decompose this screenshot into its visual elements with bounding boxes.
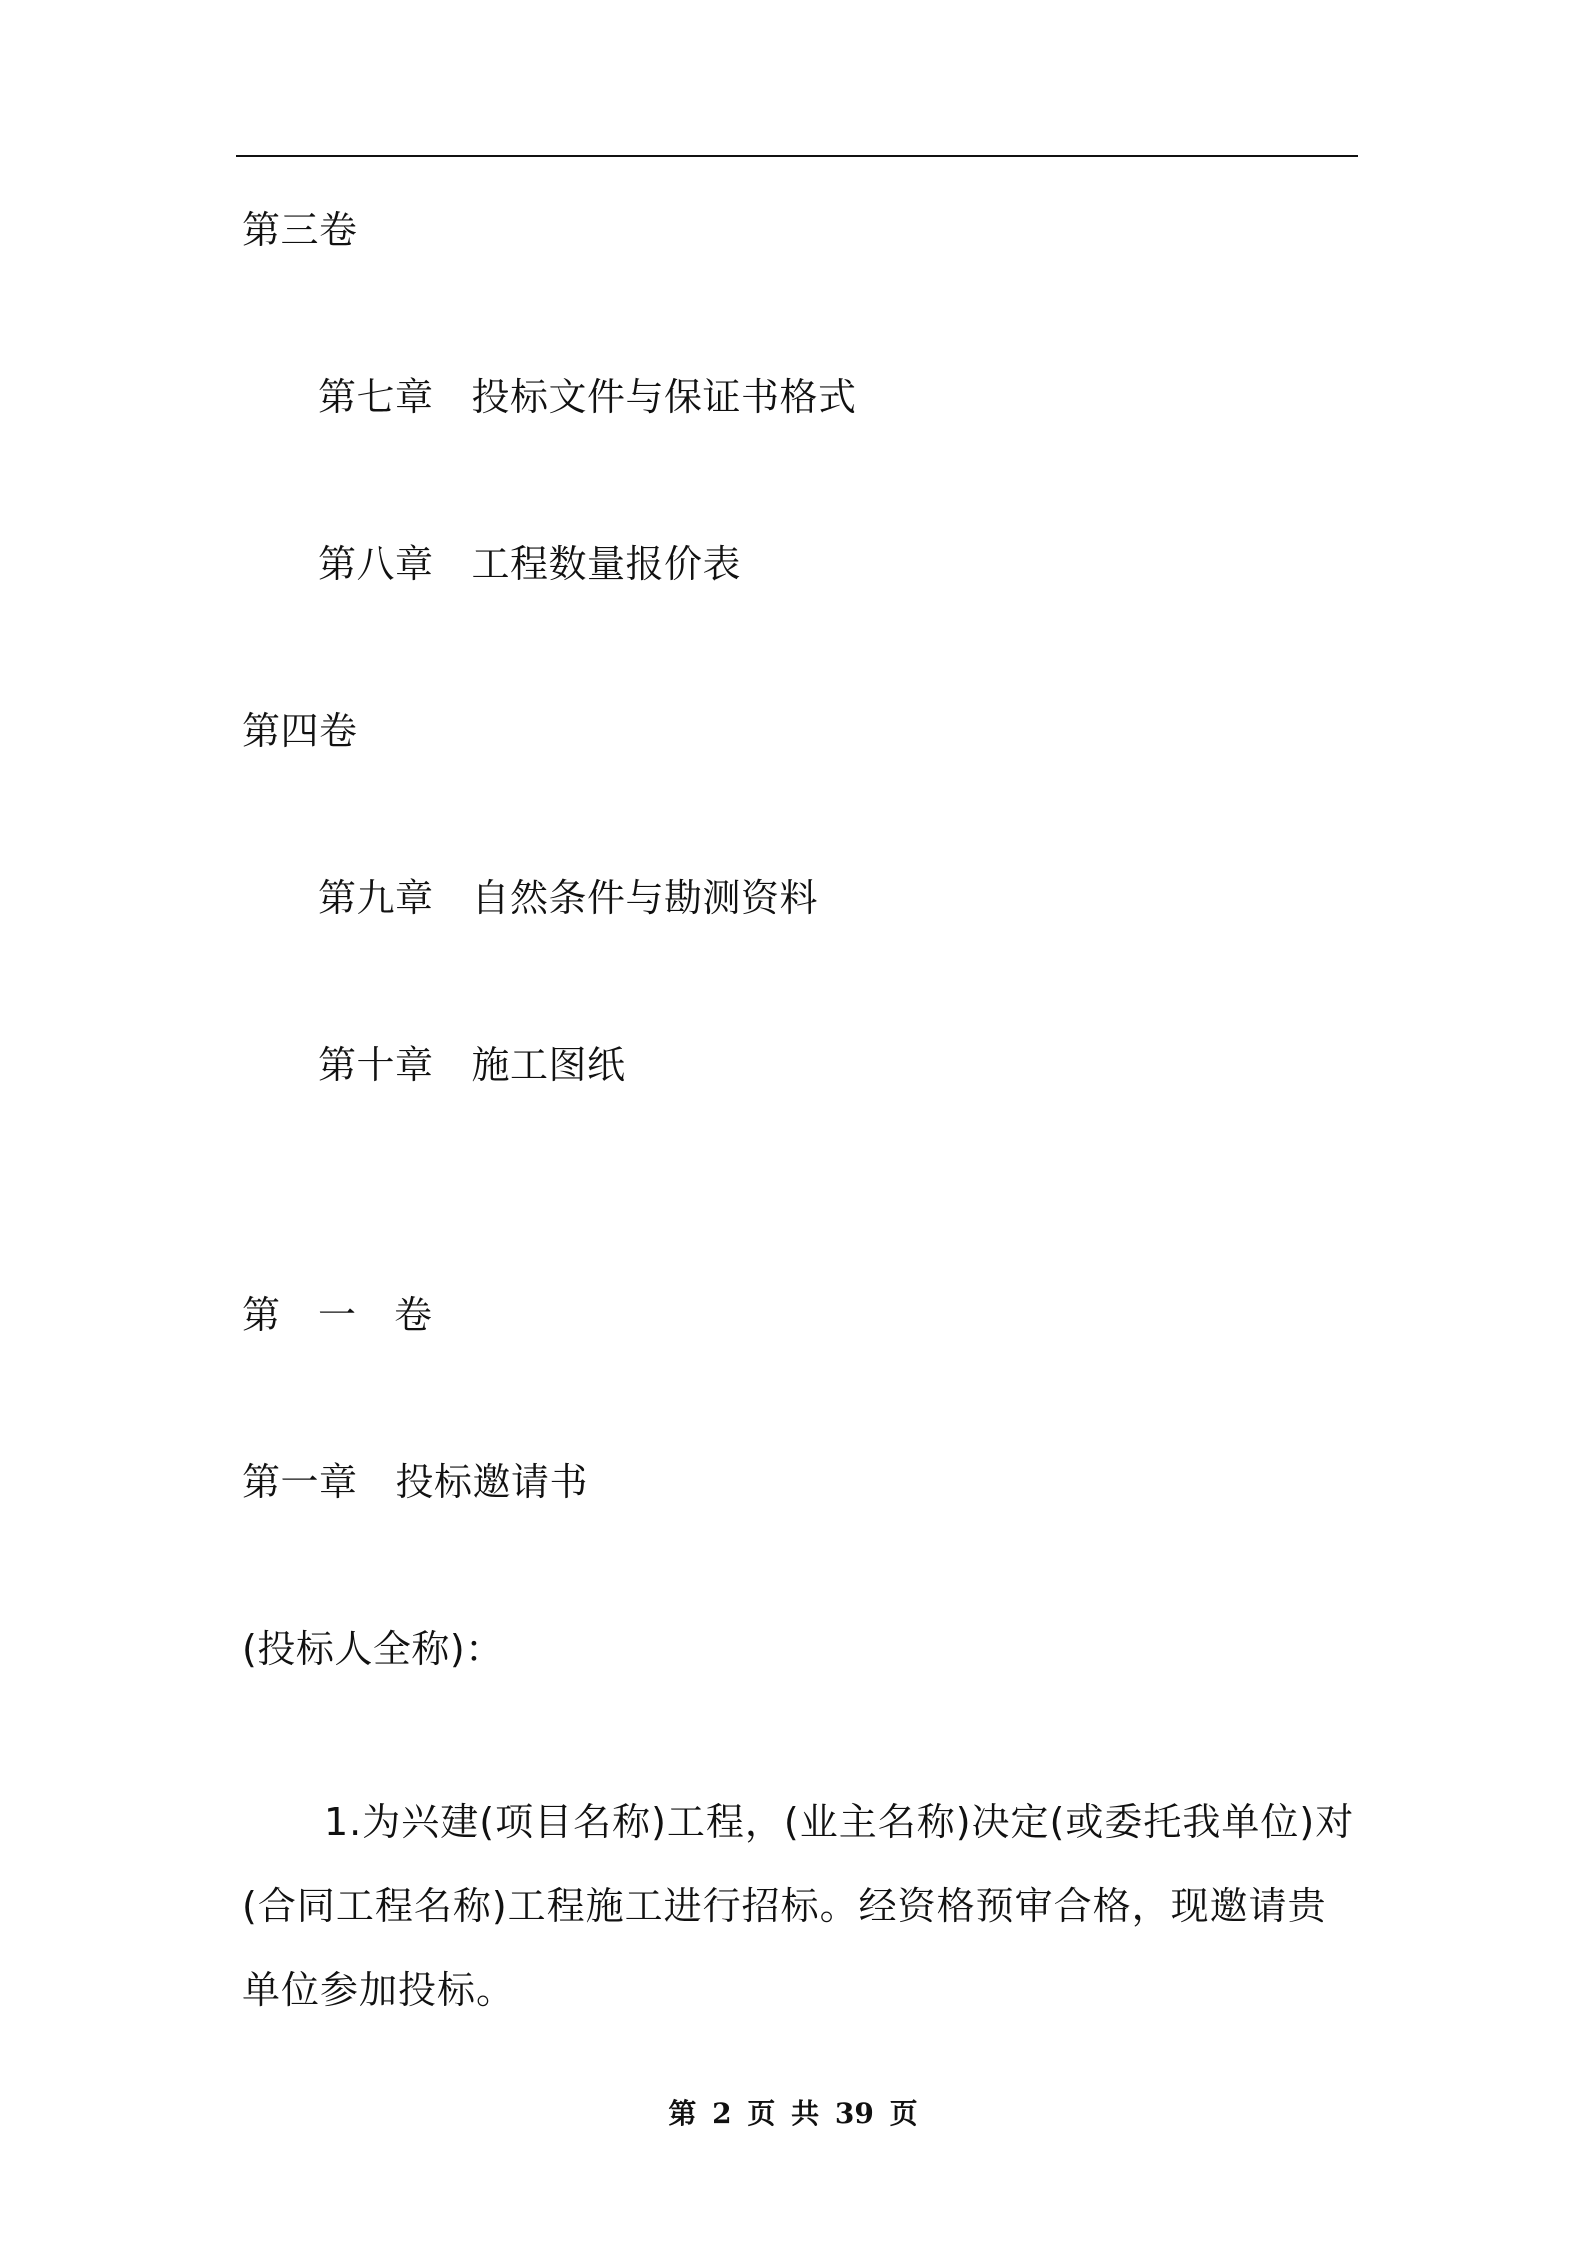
header-rule <box>236 155 1358 157</box>
chapter-1-heading <box>242 1459 588 1505</box>
chapter-9-entry <box>318 875 818 921</box>
chapter-10-entry <box>318 1042 626 1088</box>
chapter-9-number: 第九章 <box>318 876 434 920</box>
chapter-1-number: 第一章 <box>242 1460 358 1504</box>
chapter-7-title: 投标文件与保证书格式 <box>471 375 857 419</box>
volume-1-char: 卷 <box>394 1293 433 1337</box>
chapter-7-number: 第七章 <box>318 375 434 419</box>
chapter-10-title: 施工图纸 <box>471 1043 626 1087</box>
chapter-1-title: 投标邀请书 <box>395 1460 589 1504</box>
volume-1-heading <box>242 1292 433 1338</box>
volume-1-char: 一 <box>318 1293 357 1337</box>
chapter-8-entry <box>318 541 741 587</box>
chapter-9-title: 自然条件与勘测资料 <box>471 876 819 920</box>
addressee-line: (投标人全称)： <box>242 1627 504 1671</box>
volume-1-char: 第 <box>242 1293 281 1337</box>
chapter-8-number: 第八章 <box>318 542 434 586</box>
chapter-7-entry <box>318 374 857 420</box>
chapter-10-number: 第十章 <box>318 1043 434 1087</box>
paragraph-1-text: 1.为兴建(项目名称)工程，(业主名称)决定(或委托我单位)对(合同工程名称)工程施工进行招标。经资格预审合格，现邀请贵单位参加投标。 <box>242 1800 1355 2012</box>
volume-4-heading: 第四卷 <box>242 709 358 753</box>
chapter-8-title: 工程数量报价表 <box>471 542 742 586</box>
body-paragraph <box>242 1780 1358 2032</box>
volume-3-heading: 第三卷 <box>242 208 358 252</box>
page-footer: 第 2 页 共 39 页 <box>668 2097 918 2130</box>
